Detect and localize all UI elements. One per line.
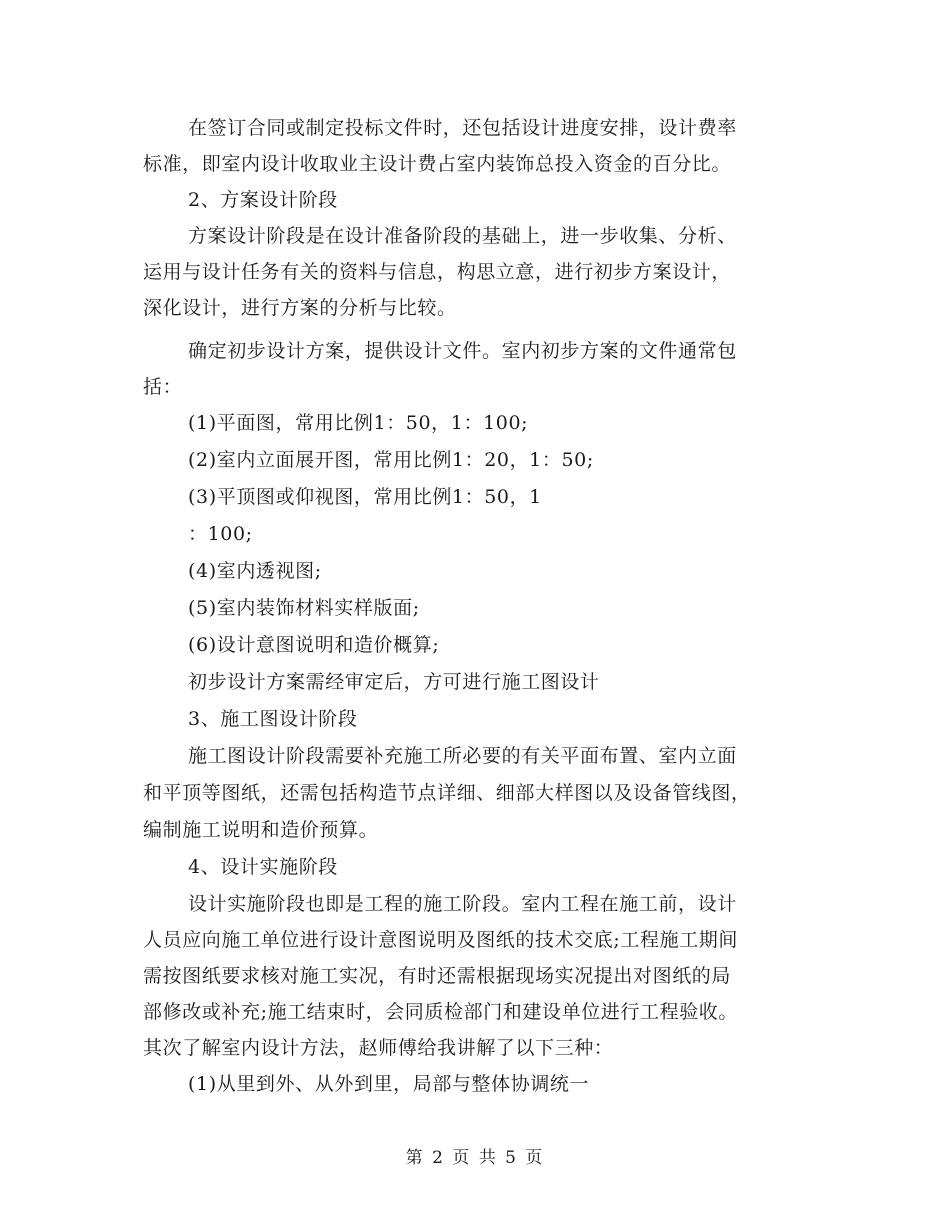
list-item: (3)平顶图或仰视图，常用比例1：50，1 — [188, 486, 542, 508]
paragraph-line: 人员应向施工单位进行设计意图说明及图纸的技术交底;工程施工期间 — [143, 929, 739, 951]
paragraph-line: 深化设计，进行方案的分析与比较。 — [143, 297, 457, 319]
paragraph-line: 初步设计方案需经审定后，方可进行施工图设计 — [188, 671, 600, 693]
list-item: (1)平面图，常用比例1：50，1：100; — [188, 412, 529, 434]
paragraph-line: 确定初步设计方案，提供设计文件。室内初步方案的文件通常包 — [188, 340, 737, 362]
paragraph-line: 在签订合同或制定投标文件时，还包括设计进度安排，设计费率 — [188, 117, 737, 139]
list-item: (5)室内装饰材料实样版面; — [188, 597, 420, 619]
paragraph-line: 编制施工说明和造价预算。 — [143, 819, 379, 841]
section-heading: 2、方案设计阶段 — [188, 189, 338, 211]
list-item: (4)室内透视图; — [188, 560, 322, 582]
page-number-footer: 第 2 页 共 5 页 — [405, 1148, 545, 1168]
paragraph-line: 方案设计阶段是在设计准备阶段的基础上，进一步收集、分析、 — [188, 225, 737, 247]
list-item-continuation: ：100; — [188, 523, 253, 545]
paragraph-line: 和平顶等图纸，还需包括构造节点详细、细部大样图以及设备管线图， — [143, 782, 751, 804]
list-item: (2)室内立面展开图，常用比例1：20，1：50; — [188, 449, 594, 471]
list-item: (1)从里到外、从外到里，局部与整体协调统一 — [188, 1073, 590, 1095]
list-item: (6)设计意图说明和造价概算; — [188, 634, 440, 656]
paragraph-line: 括： — [143, 376, 183, 398]
paragraph-line: 部修改或补充;施工结束时，会同质检部门和建设单位进行工程验收。 — [143, 1001, 739, 1023]
paragraph-line: 运用与设计任务有关的资料与信息，构思立意，进行初步方案设计， — [143, 261, 732, 283]
paragraph-line: 标准，即室内设计收取业主设计费占室内装饰总投入资金的百分比。 — [143, 153, 732, 175]
paragraph-line: 设计实施阶段也即是工程的施工阶段。室内工程在施工前，设计 — [188, 893, 737, 915]
section-heading: 3、施工图设计阶段 — [188, 708, 358, 730]
paragraph-line: 施工图设计阶段需要补充施工所必要的有关平面布置、室内立面 — [188, 745, 737, 767]
paragraph-line: 需按图纸要求核对施工实况，有时还需根据现场实况提出对图纸的局 — [143, 965, 732, 987]
section-heading: 4、设计实施阶段 — [188, 856, 338, 878]
paragraph-line: 其次了解室内设计方法，赵师傅给我讲解了以下三种： — [143, 1037, 614, 1059]
